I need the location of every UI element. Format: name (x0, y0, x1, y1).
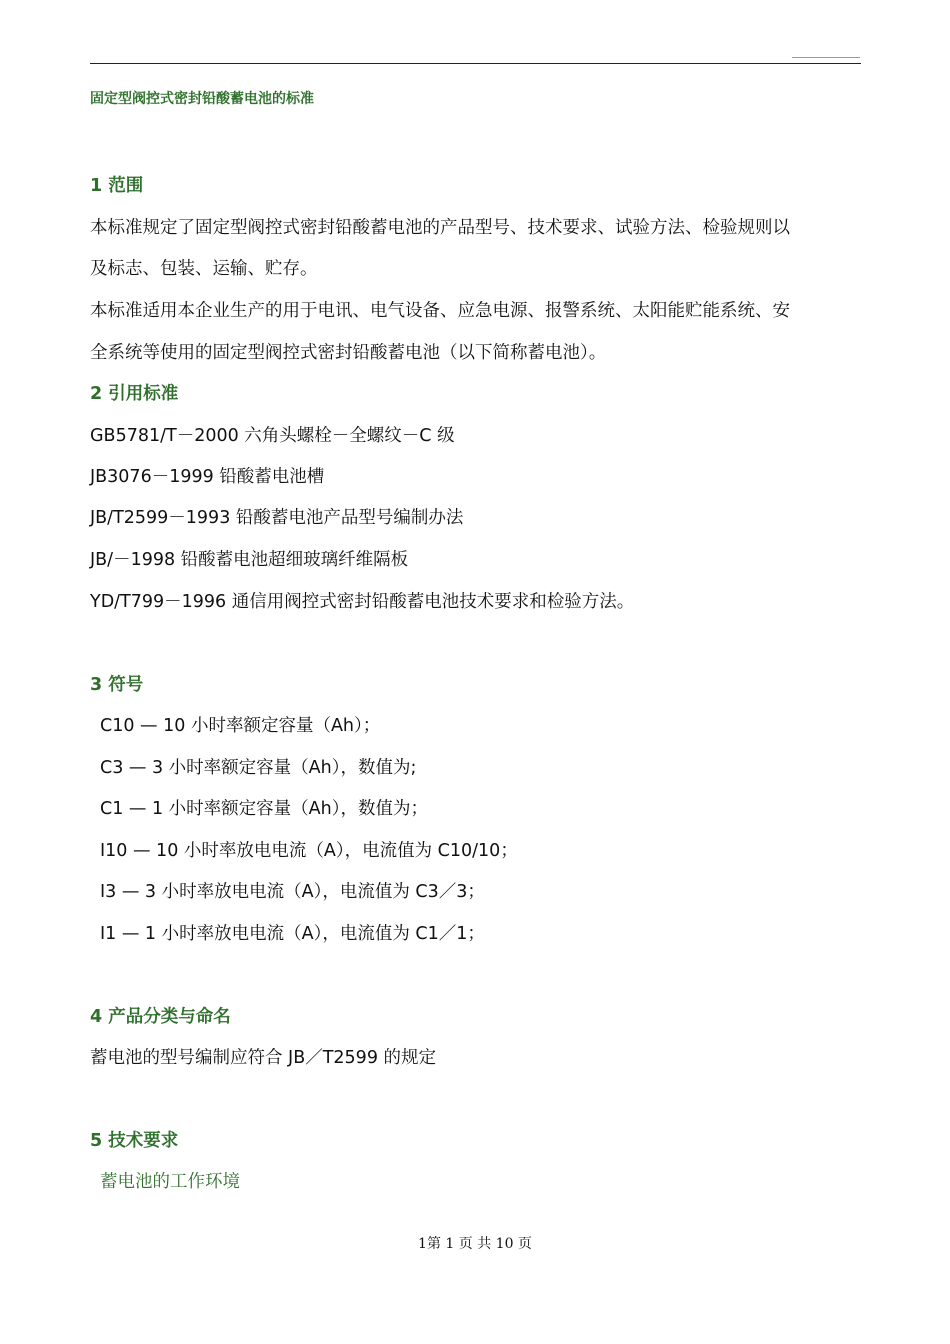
section-1-paragraph-1-line-1: 本标准规定了固定型阀控式密封铅酸蓄电池的产品型号、技术要求、试验方法、检验规则以 (90, 218, 790, 238)
symbol-item: I3 — 3 小时率放电电流（A），电流值为 C3／3； (100, 882, 485, 902)
symbol-item: C1 — 1 小时率额定容量（Ah），数值为； (100, 799, 428, 819)
section-1-paragraph-2-line-2: 全系统等使用的固定型阀控式密封铅酸蓄电池（以下简称蓄电池）。 (90, 343, 607, 363)
reference-item: JB3076－1999 铅酸蓄电池槽 (90, 467, 325, 487)
section-5-subheading: 蓄电池的工作环境 (100, 1172, 240, 1192)
reference-item: GB5781/T－2000 六角头螺栓－全螺纹－C 级 (90, 426, 455, 446)
symbol-item: C10 — 10 小时率额定容量（Ah）； (100, 716, 381, 736)
section-4-heading: 4 产品分类与命名 (90, 1007, 231, 1027)
page-footer: 1第 1 页 共 10 页 (418, 1236, 532, 1252)
symbol-item: I1 — 1 小时率放电电流（A），电流值为 C1／1； (100, 924, 485, 944)
symbol-item: C3 — 3 小时率额定容量（Ah），数值为; (100, 758, 417, 778)
section-1-paragraph-2-line-1: 本标准适用本企业生产的用于电讯、电气设备、应急电源、报警系统、太阳能贮能系统、安 (90, 301, 790, 321)
section-5-heading: 5 技术要求 (90, 1131, 179, 1151)
section-1-paragraph-1-line-2: 及标志、包装、运输、贮存。 (90, 259, 318, 279)
reference-item: JB/T2599－1993 铅酸蓄电池产品型号编制办法 (90, 508, 464, 528)
section-3-heading: 3 符号 (90, 675, 144, 695)
section-2-heading: 2 引用标准 (90, 384, 179, 404)
section-1-heading: 1 范围 (90, 176, 144, 196)
section-4-text: 蓄电池的型号编制应符合 JB／T2599 的规定 (90, 1048, 437, 1068)
document-header-title: 固定型阀控式密封铅酸蓄电池的标准 (90, 91, 314, 107)
symbol-item: I10 — 10 小时率放电电流（A），电流值为 C10/10； (100, 841, 518, 861)
header-rule (90, 63, 861, 64)
reference-item: YD/T799－1996 通信用阀控式密封铅酸蓄电池技术要求和检验方法。 (90, 592, 635, 612)
reference-item: JB/－1998 铅酸蓄电池超细玻璃纤维隔板 (90, 550, 409, 570)
header-short-rule (792, 57, 860, 58)
